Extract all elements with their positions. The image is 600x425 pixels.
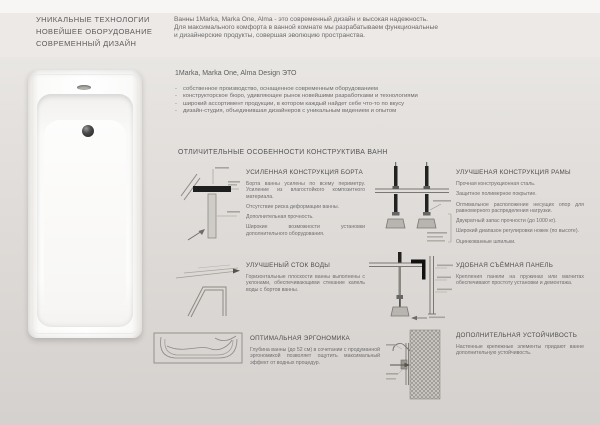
feature-paragraph: Широкие возможности установки дополнительного оборудования. bbox=[246, 224, 365, 237]
feature-paragraph: Дополнительная прочность. bbox=[246, 214, 314, 221]
feature-paragraph: Настенные крепежные элементы придают ванне дополнительную устойчивость. bbox=[456, 344, 584, 357]
feature-paragraph: Борта ванны усилены по всему периметру. Усиление из влагостойкого композитного материала. bbox=[246, 181, 365, 200]
brand-bullet: - широкий ассортимент продукции, в котором каждый найдет себе что-то по вкусу bbox=[175, 100, 405, 107]
rim-cross-section-diagram bbox=[180, 166, 242, 251]
feature-removable-panel bbox=[456, 262, 584, 291]
features-section-title: ОТЛИЧИТЕЛЬНЫЕ ОСОБЕННОСТИ КОНСТРУКТИВА ВАНН bbox=[178, 149, 388, 156]
intro-line: Для максимального комфорта в ванной комнате мы разрабатываем функциональные bbox=[174, 24, 438, 31]
feature-paragraph: Прочная конструкционная сталь. bbox=[456, 181, 536, 187]
feature-frame bbox=[456, 169, 584, 249]
removable-panel-diagram bbox=[367, 250, 457, 337]
bathtub-rim bbox=[28, 70, 142, 338]
feature-reinforced-rim bbox=[246, 169, 365, 241]
tagline-line: НОВЕЙШЕЕ ОБОРУДОВАНИЕ bbox=[36, 27, 153, 36]
drain-hole bbox=[82, 125, 94, 137]
bathtub-floor bbox=[44, 120, 126, 311]
brand-bullet-list bbox=[175, 86, 515, 115]
feature-paragraph: Оцинкованные шпильки. bbox=[456, 238, 516, 245]
intro-paragraph bbox=[174, 16, 574, 40]
tagline-line: УНИКАЛЬНЫЕ ТЕХНОЛОГИИ bbox=[36, 15, 150, 24]
tagline-line: СОВРЕМЕННЫЙ ДИЗАЙН bbox=[36, 39, 137, 48]
frame-legs-diagram bbox=[369, 162, 455, 261]
feature-ergonomics bbox=[250, 335, 380, 370]
feature-title: УСИЛЕННАЯ КОНСТРУКЦИЯ БОРТА bbox=[246, 169, 363, 176]
ergonomics-section-diagram bbox=[153, 332, 243, 369]
feature-stability bbox=[456, 332, 584, 361]
feature-paragraph: Защитное полимерное покрытие. bbox=[456, 191, 537, 198]
feature-water-drain bbox=[246, 262, 365, 297]
intro-line: Ванны 1Marka, Marka One, Alma - это современный дизайн и высокая надежность. bbox=[174, 16, 428, 23]
feature-paragraph: Горизонтальные плоскости ванны выполнены с уклонами, обеспечивающими стекание капель воды с бортов ванны. bbox=[246, 274, 365, 293]
feature-paragraph: Глубина ванны (до 52 см) в сочетании с продуманной эргономикой позволяет ощутить максимальный эффект от водных процедур. bbox=[250, 347, 380, 366]
brand-bullet: - конструкторское бюро, удивляющее рынок новейшими разработками и технологиями bbox=[175, 93, 418, 100]
wall-mount-diagram bbox=[386, 329, 454, 406]
feature-paragraph: Широкий диапазон регулировки ножек (по высоте). bbox=[456, 228, 579, 235]
feature-paragraph: Двукратный запас прочности (до 1000 кг). bbox=[456, 218, 557, 225]
top-strip bbox=[0, 0, 600, 13]
overflow-hole bbox=[77, 85, 91, 90]
feature-title: УЛУЧШЕНАЯ КОНСТРУКЦИЯ РАМЫ bbox=[456, 169, 571, 176]
bathtub-top-view-photo bbox=[28, 70, 142, 338]
feature-title: УЛУЧШЕНЫЙ СТОК ВОДЫ bbox=[246, 262, 331, 269]
feature-paragraph: Отсутствие риска деформации ванны. bbox=[246, 203, 339, 210]
brand-bullet: - дизайн-студия, объединившая дизайнеров с уникальным видением и опытом bbox=[175, 107, 397, 114]
feature-title: УДОБНАЯ СЪЁМНАЯ ПАНЕЛЬ bbox=[456, 262, 554, 269]
brand-bullet: - собственное производство, оснащенное современным оборудованием bbox=[175, 86, 378, 92]
intro-line: и дизайнерские продукты, совершая эволюцию пространства. bbox=[174, 32, 365, 39]
feature-title: ОПТИМАЛЬНАЯ ЭРГОНОМИКА bbox=[250, 335, 350, 342]
brand-section bbox=[175, 70, 515, 115]
water-runoff-diagram bbox=[174, 262, 240, 325]
brand-title: 1Marka, Marka One, Alma Design ЭТО bbox=[175, 70, 297, 77]
feature-paragraph: Крепления панели на пружинах или магнитах обеспечивают простоту установки и демонтажа. bbox=[456, 274, 584, 287]
tagline-block bbox=[36, 14, 186, 50]
feature-title: ДОПОЛНИТЕЛЬНАЯ УСТОЙЧИВОСТЬ bbox=[456, 332, 578, 339]
feature-paragraph: Оптимальное расположение несущих опор для равномерного распределения нагрузки. bbox=[456, 201, 584, 214]
